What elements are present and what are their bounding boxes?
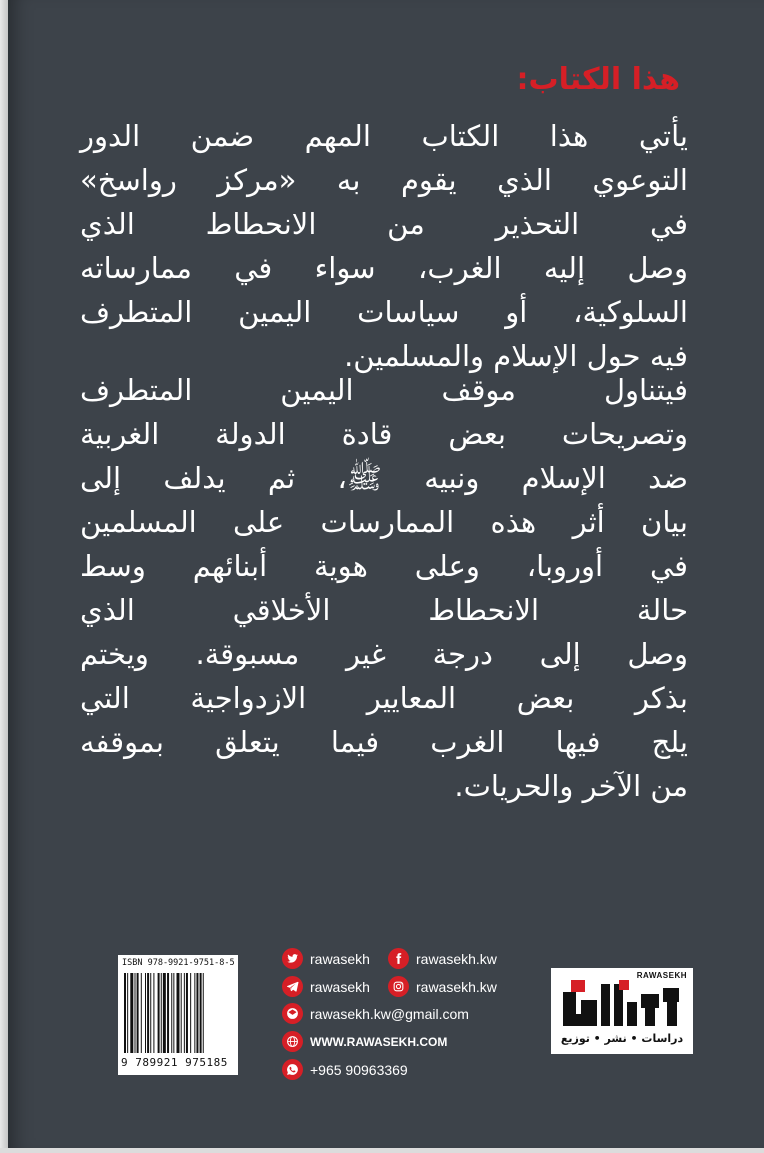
contact-email[interactable]: [282, 1003, 469, 1024]
text-line: فيه حول الإسلام والمسلمين.: [344, 339, 688, 373]
instagram-icon: [388, 976, 409, 997]
instagram-handle: rawasekh.kw: [416, 978, 497, 995]
text-line: فيتناول موقف اليمين المتطرف: [80, 373, 688, 407]
logo-tagline: دراسات • نشر • توزيع: [560, 1032, 684, 1045]
text-line: في أوروبا، وعلى هوية أبنائهم وسط: [80, 549, 688, 583]
facebook-icon: [388, 948, 409, 969]
logo-english-text: RAWASEKH: [636, 971, 687, 980]
website-url: WWW.RAWASEKH.COM: [310, 1034, 448, 1049]
text-line: يأتي هذا الكتاب المهم ضمن الدور: [80, 119, 688, 153]
contact-telegram[interactable]: [282, 976, 370, 997]
twitter-handle: rawasekh: [310, 950, 370, 967]
text-line: بيان أثر هذه الممارسات على المسلمين: [80, 505, 688, 539]
isbn-digits: 9 789921 975185: [121, 1056, 228, 1069]
contact-website[interactable]: [282, 1031, 447, 1052]
contact-twitter[interactable]: [282, 948, 370, 969]
barcode-bars: [124, 973, 232, 1053]
twitter-icon: [282, 948, 303, 969]
contact-instagram[interactable]: [388, 976, 497, 997]
contact-phone[interactable]: [282, 1059, 408, 1080]
logo-arabic-wordmark: [559, 978, 685, 1030]
text-line: السلوكية، أو سياسات اليمين المتطرف: [80, 295, 688, 329]
text-line: وتصريحات بعض قادة الدولة الغربية: [80, 417, 688, 451]
facebook-handle: rawasekh.kw: [416, 950, 497, 967]
contact-facebook[interactable]: [388, 948, 497, 969]
paragraph-1: [80, 114, 688, 378]
phone-number: +965 90963369: [310, 1061, 408, 1078]
text-line: من الآخر والحريات.: [454, 769, 688, 803]
publisher-logo: [551, 968, 693, 1054]
text-line: يلج فيها الغرب فيما يتعلق بموقفه: [80, 725, 688, 759]
whatsapp-icon: [282, 1059, 303, 1080]
isbn-label: ISBN 978-9921-9751-8-5: [122, 958, 235, 968]
globe-icon: [282, 1031, 303, 1052]
text-line: وصل إليه الغرب، سواء في ممارساته: [80, 251, 688, 285]
email-address: rawasekh.kw@gmail.com: [310, 1005, 469, 1022]
text-line: بذكر بعض المعايير الازدواجية التي: [80, 681, 688, 715]
text-line: حالة الانحطاط الأخلاقي الذي: [80, 593, 688, 627]
text-line: في التحذير من الانحطاط الذي: [80, 207, 688, 241]
text-line: التوعوي الذي يقوم به «مركز رواسخ»: [80, 163, 688, 197]
email-icon: [282, 1003, 303, 1024]
text-line: ضد الإسلام ونبيه ﷺ، ثم يدلف إلى: [80, 461, 688, 495]
telegram-icon: [282, 976, 303, 997]
cover-heading: هذا الكتاب:: [516, 62, 680, 97]
telegram-handle: rawasekh: [310, 978, 370, 995]
isbn-barcode: [118, 955, 238, 1075]
text-line: وصل إلى درجة غير مسبوقة. ويختم: [80, 637, 688, 671]
paragraph-2: [80, 368, 688, 808]
